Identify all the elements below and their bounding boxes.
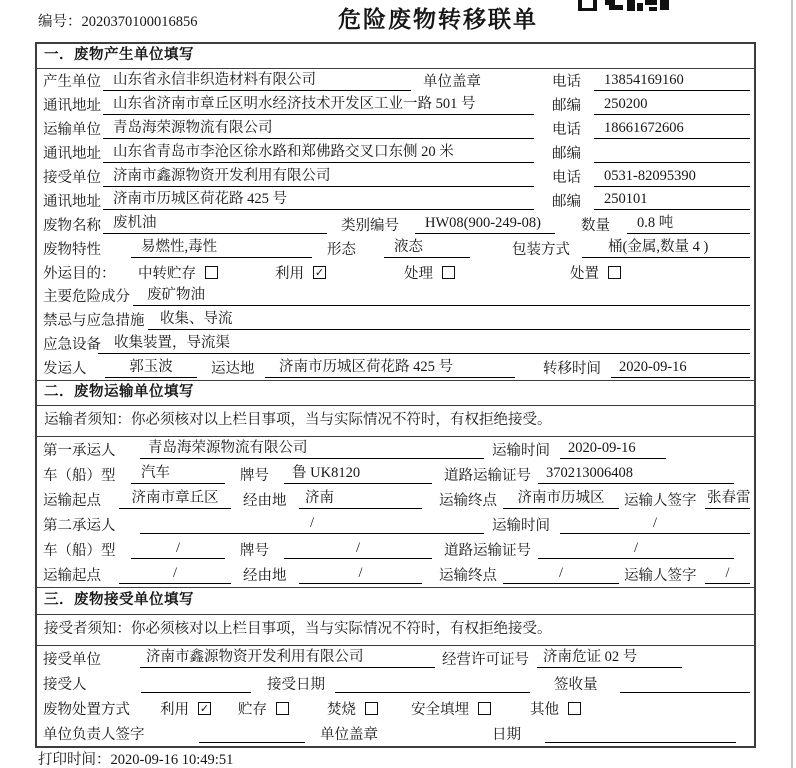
receive-date-value bbox=[335, 673, 530, 693]
option-label: 贮存 bbox=[238, 701, 267, 718]
print-time-value: 2020-09-16 10:49:51 bbox=[110, 752, 234, 768]
received-amount-value bbox=[620, 673, 750, 693]
transporter-notice: 运输者须知：你必须核对以上栏目事项，当与实际情况不符时，有权拒绝接受。 bbox=[37, 406, 754, 437]
disposal-option-other bbox=[530, 698, 581, 719]
section2-header: 二．废物运输单位填写 bbox=[37, 381, 754, 406]
purpose-option-treat bbox=[404, 262, 570, 283]
license-label: 经营许可证号 bbox=[442, 651, 529, 668]
category-value: HW08(900-249-08) bbox=[415, 214, 555, 234]
checkbox-icon[interactable] bbox=[205, 266, 218, 279]
receiver-label: 接受单位 bbox=[43, 170, 101, 186]
zip-label: 邮编 bbox=[552, 193, 581, 210]
checkbox-icon[interactable]: ✓ bbox=[314, 265, 325, 279]
producer-row bbox=[37, 69, 754, 93]
carrier-sign-label: 运输人签字 bbox=[624, 567, 697, 584]
option-label: 处置 bbox=[570, 265, 599, 282]
zip-label: 邮编 bbox=[552, 146, 581, 163]
address-label: 通讯地址 bbox=[43, 193, 101, 210]
seal-date-label: 日期 bbox=[492, 726, 521, 743]
producer-zip-value: 250200 bbox=[594, 95, 750, 115]
seal-date-value bbox=[545, 723, 736, 743]
serial-label: 编号： bbox=[38, 14, 82, 30]
phone-label: 电话 bbox=[552, 170, 581, 186]
carrier1-row bbox=[37, 437, 754, 462]
checkbox-icon[interactable] bbox=[608, 266, 621, 279]
road-cert2-value: / bbox=[538, 539, 734, 559]
emergency-measures-row bbox=[37, 308, 754, 332]
hazard-value: 废矿物油 bbox=[133, 286, 750, 306]
receive-date-label: 接受日期 bbox=[267, 676, 325, 693]
form-label: 形态 bbox=[327, 241, 356, 258]
terminus1-value: 济南市历城区 bbox=[503, 489, 619, 509]
page-edge-line bbox=[791, 0, 793, 768]
waste-name-label: 废物名称 bbox=[43, 217, 101, 234]
option-label: 利用 bbox=[275, 265, 304, 282]
address-label: 通讯地址 bbox=[43, 98, 101, 115]
hazard-components-row bbox=[37, 284, 754, 308]
waste-traits-row bbox=[37, 236, 754, 260]
plate2-value: / bbox=[284, 539, 432, 559]
print-time-label: 打印时间： bbox=[38, 752, 111, 768]
purpose-option-utilize bbox=[275, 262, 404, 283]
transporter-label: 运输单位 bbox=[43, 122, 101, 139]
carrier-sign2-value: / bbox=[705, 564, 750, 584]
checkbox-icon[interactable] bbox=[442, 266, 455, 279]
vehicle1-value: 汽车 bbox=[131, 464, 225, 484]
producer-value: 山东省永信非织造材料有限公司 bbox=[103, 71, 411, 91]
via2-value: / bbox=[299, 564, 422, 584]
section3-header: 三．废物接受单位填写 bbox=[37, 588, 754, 615]
option-label: 处理 bbox=[404, 265, 433, 282]
phone-label: 电话 bbox=[552, 122, 581, 139]
route1-row bbox=[37, 487, 754, 512]
emergency-equipment-row bbox=[37, 332, 754, 356]
manager-sign-value bbox=[199, 723, 305, 743]
purpose-label: 外运目的： bbox=[43, 265, 116, 282]
transfer-time-value: 2020-09-16 bbox=[611, 358, 750, 378]
transporter-zip-value bbox=[594, 143, 750, 163]
vehicle-label: 车（船）型 bbox=[43, 542, 116, 559]
origin1-value: 济南市章丘区 bbox=[119, 489, 231, 509]
quantity-label: 数量 bbox=[581, 217, 610, 234]
quantity-value: 0.8 吨 bbox=[627, 214, 750, 234]
carrier-sign-label: 运输人签字 bbox=[624, 492, 697, 509]
carrier2-label: 第二承运人 bbox=[43, 517, 116, 534]
checkbox-icon[interactable] bbox=[478, 702, 491, 715]
packaging-value: 桶(金属,数量 4 ) bbox=[582, 238, 750, 258]
qr-code-fragment bbox=[578, 0, 670, 11]
transfer-purpose-row bbox=[37, 260, 754, 284]
hazard-label: 主要危险成分 bbox=[43, 289, 130, 306]
vehicle2-row bbox=[37, 537, 754, 562]
license-value: 济南危证 02 号 bbox=[537, 648, 682, 668]
producer-label: 产生单位 bbox=[43, 74, 101, 91]
vehicle-label: 车（船）型 bbox=[43, 467, 116, 484]
checkbox-icon[interactable] bbox=[568, 702, 581, 715]
vehicle1-row bbox=[37, 462, 754, 487]
receiver-phone-value: 0531-82095390 bbox=[594, 167, 750, 187]
route2-row bbox=[37, 562, 754, 587]
waste-name-value: 废机油 bbox=[103, 214, 327, 234]
shipper-label: 发运人 bbox=[43, 361, 87, 378]
section-receiver bbox=[37, 587, 754, 746]
received-amount-label: 签收量 bbox=[554, 676, 598, 693]
destination-label: 运达地 bbox=[211, 361, 255, 378]
checkbox-icon[interactable]: ✓ bbox=[199, 701, 210, 715]
receiver-address-row bbox=[37, 188, 754, 212]
carrier1-label: 第一承运人 bbox=[43, 442, 116, 459]
road-cert1-value: 370213006408 bbox=[538, 464, 734, 484]
purpose-option-transfer-storage bbox=[138, 262, 275, 283]
manager-sign-label: 单位负责人签字 bbox=[43, 726, 145, 743]
carrier-sign1-value: 张春雷 bbox=[705, 489, 750, 509]
equipment-value: 收集装置，导流渠 bbox=[98, 334, 750, 354]
category-label: 类别编号 bbox=[341, 217, 399, 234]
origin2-value: / bbox=[119, 564, 231, 584]
receiver-zip-value: 250101 bbox=[594, 190, 750, 210]
transporter-value: 青岛海荣源物流有限公司 bbox=[103, 119, 534, 139]
transport-time1-value: 2020-09-16 bbox=[560, 439, 666, 459]
waste-name-row bbox=[37, 212, 754, 236]
vehicle2-value: / bbox=[131, 539, 225, 559]
serial-value: 2020370100016856 bbox=[81, 14, 198, 30]
traits-value: 易燃性,毒性 bbox=[131, 238, 312, 258]
print-time-line bbox=[38, 748, 233, 768]
transporter-address-value: 山东省青岛市李沧区徐水路和郑佛路交叉口东侧 20 米 bbox=[103, 143, 534, 163]
receive-person-label: 接受人 bbox=[43, 676, 87, 693]
origin-label: 运输起点 bbox=[43, 492, 101, 509]
carrier2-value: / bbox=[140, 514, 484, 534]
producer-address-row bbox=[37, 93, 754, 117]
option-label: 利用 bbox=[160, 701, 189, 718]
checkbox-icon[interactable] bbox=[365, 702, 378, 715]
receiver-unit-row bbox=[37, 646, 754, 671]
disposal-method-row bbox=[37, 696, 754, 721]
terminus-label: 运输终点 bbox=[439, 492, 497, 509]
receiver-notice: 接受者须知：你必须核对以上栏目事项，当与实际情况不符时，有权拒绝接受。 bbox=[37, 615, 754, 646]
option-label: 其他 bbox=[530, 701, 559, 718]
road-cert-label: 道路运输证号 bbox=[444, 467, 531, 484]
via-label: 经由地 bbox=[243, 567, 287, 584]
receipt-row bbox=[37, 671, 754, 696]
transporter-row bbox=[37, 117, 754, 141]
section-producer bbox=[37, 44, 754, 380]
unit-seal-label: 单位盖章 bbox=[320, 726, 378, 743]
traits-label: 废物特性 bbox=[43, 241, 101, 258]
plate1-value: 鲁 UK8120 bbox=[284, 464, 432, 484]
receiver-value: 济南市鑫源物资开发利用有限公司 bbox=[103, 167, 534, 187]
producer-phone-value: 13854169160 bbox=[594, 71, 750, 91]
zip-label: 邮编 bbox=[552, 98, 581, 115]
disposal-option-incinerate bbox=[327, 698, 411, 719]
checkbox-icon[interactable] bbox=[276, 702, 289, 715]
manifest-table bbox=[35, 42, 756, 748]
section1-header: 一．废物产生单位填写 bbox=[37, 44, 754, 69]
disposal-option-utilize bbox=[160, 698, 238, 719]
terminus2-value: / bbox=[503, 564, 619, 584]
origin-label: 运输起点 bbox=[43, 567, 101, 584]
equipment-label: 应急设备 bbox=[43, 337, 101, 354]
option-label: 焚烧 bbox=[327, 701, 356, 718]
disposal-option-storage bbox=[238, 698, 327, 719]
shipper-value: 郭玉波 bbox=[105, 358, 197, 378]
disposal-option-landfill bbox=[411, 698, 530, 719]
form-value: 液态 bbox=[384, 238, 470, 258]
measures-label: 禁忌与应急措施 bbox=[43, 313, 145, 330]
carrier2-row bbox=[37, 512, 754, 537]
producer-phone-label: 电话 bbox=[552, 74, 581, 91]
option-label: 安全填埋 bbox=[411, 701, 469, 718]
transport-time2-value: / bbox=[560, 514, 750, 534]
transporter-phone-value: 18661672606 bbox=[594, 119, 750, 139]
section-transporter bbox=[37, 380, 754, 587]
receiver-row bbox=[37, 165, 754, 189]
receiver-address-value: 济南市历城区荷花路 425 号 bbox=[103, 190, 534, 210]
plate-label: 牌号 bbox=[240, 542, 269, 559]
carrier1-value: 青岛海荣源物流有限公司 bbox=[140, 439, 484, 459]
terminus-label: 运输终点 bbox=[439, 567, 497, 584]
measures-value: 收集、导流 bbox=[148, 310, 750, 330]
document-title: 危险废物转移联单 bbox=[338, 7, 538, 33]
signature-row bbox=[37, 721, 754, 746]
transfer-time-label: 转移时间 bbox=[543, 361, 601, 378]
via1-value: 济南 bbox=[299, 489, 422, 509]
purpose-option-dispose bbox=[570, 262, 621, 283]
via-label: 经由地 bbox=[243, 492, 287, 509]
receive-unit-label: 接受单位 bbox=[43, 651, 101, 668]
plate-label: 牌号 bbox=[240, 467, 269, 484]
producer-address-value: 山东省济南市章丘区明水经济技术开发区工业一路 501 号 bbox=[103, 95, 534, 115]
destination-value: 济南市历城区荷花路 425 号 bbox=[265, 358, 515, 378]
shipper-row bbox=[37, 356, 754, 380]
transporter-address-row bbox=[37, 141, 754, 165]
disposal-label: 废物处置方式 bbox=[43, 701, 130, 718]
receive-unit-value: 济南市鑫源物资开发利用有限公司 bbox=[140, 648, 435, 668]
producer-seal-label: 单位盖章 bbox=[423, 74, 481, 91]
packaging-label: 包装方式 bbox=[512, 241, 570, 258]
receive-person-value bbox=[141, 673, 251, 693]
road-cert-label: 道路运输证号 bbox=[444, 542, 531, 559]
option-label: 中转贮存 bbox=[138, 265, 196, 282]
transport-time-label: 运输时间 bbox=[492, 517, 550, 534]
address-label: 通讯地址 bbox=[43, 146, 101, 163]
transport-time-label: 运输时间 bbox=[492, 442, 550, 459]
